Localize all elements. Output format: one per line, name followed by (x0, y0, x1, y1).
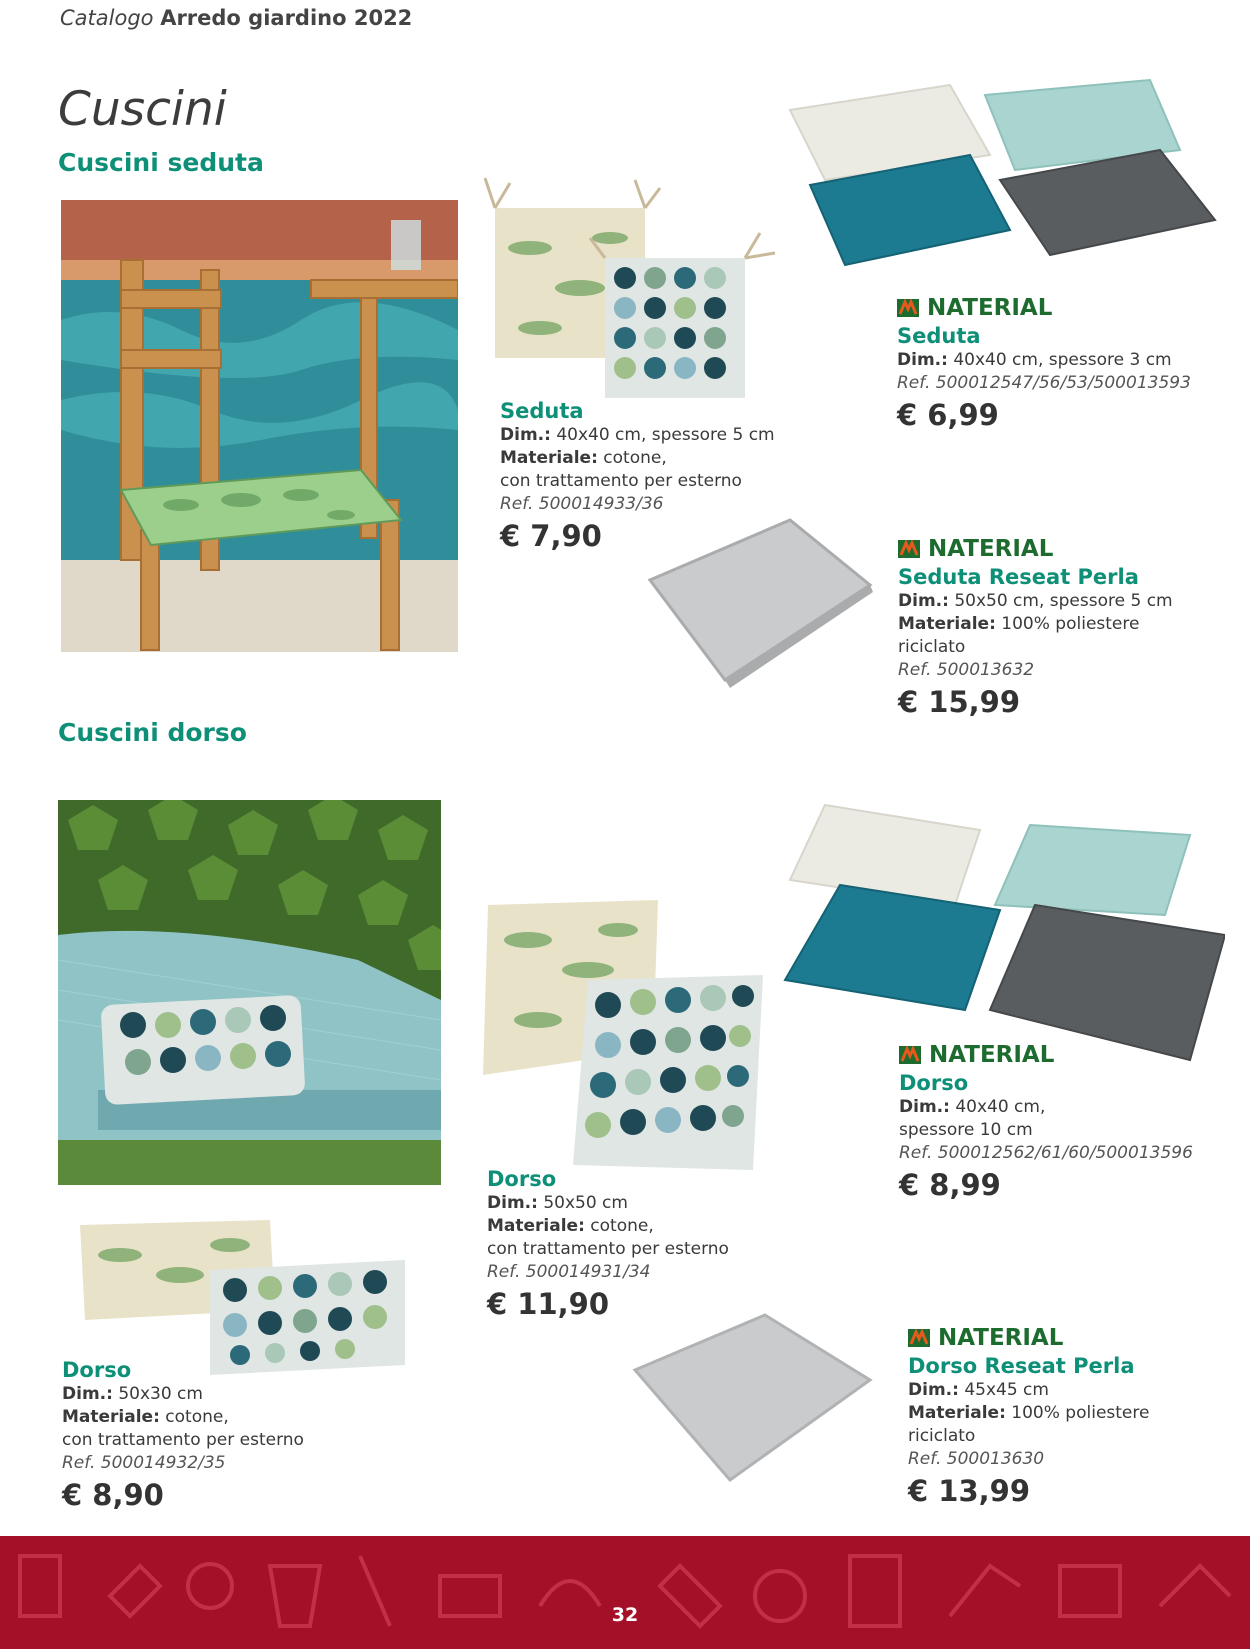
catalog-word: Catalogo (60, 6, 154, 30)
naterial-logo-icon (908, 1329, 930, 1347)
product-name: Dorso Reseat Perla (908, 1354, 1135, 1378)
product-naterial-dorso-reseat (908, 1323, 1228, 1511)
brand-naterial: NATERIAL (899, 1040, 1229, 1070)
product-name: Dorso (62, 1358, 132, 1382)
product-ref: Ref. 500014932/35 (62, 1453, 226, 1473)
catalog-name: Arredo giardino 2022 (160, 6, 413, 30)
product-material: Materiale: 100% poliestere (908, 1403, 1150, 1423)
section-title-seduta: Cuscini seduta (58, 148, 264, 177)
page-title: Cuscini (58, 82, 227, 137)
product-price: € 11,90 (487, 1287, 610, 1321)
back-cushions-50x30-photo (70, 1215, 410, 1380)
back-cushions-colors-photo (780, 795, 1225, 1065)
product-name: Dorso (899, 1071, 969, 1095)
product-price: € 8,90 (62, 1478, 164, 1512)
product-price: € 15,99 (898, 685, 1021, 719)
brand-naterial: NATERIAL (908, 1323, 1228, 1353)
product-dim: Dim.: 40x40 cm, spessore 3 cm (897, 350, 1172, 370)
product-ref: Ref. 500012562/61/60/500013596 (899, 1143, 1193, 1163)
brand-naterial: NATERIAL (897, 293, 1227, 323)
product-material-2: riciclato (898, 637, 966, 657)
product-dim: Dim.: 50x50 cm (487, 1193, 628, 1213)
page-number: 32 (611, 1604, 639, 1626)
naterial-logo-icon (898, 540, 920, 558)
product-material-2: con trattamento per esterno (62, 1430, 304, 1450)
product-dim: Dim.: 50x50 cm, spessore 5 cm (898, 591, 1173, 611)
section-title-dorso: Cuscini dorso (58, 718, 247, 747)
back-cushions-50x50-photo (478, 890, 773, 1180)
product-seduta-cotone (500, 398, 790, 556)
product-name: Seduta Reseat Perla (898, 565, 1139, 589)
product-name: Seduta (897, 324, 981, 348)
product-ref: Ref. 500013630 (908, 1449, 1045, 1469)
product-material: Materiale: 100% poliestere (898, 614, 1140, 634)
product-material: Materiale: cotone, (62, 1407, 229, 1427)
product-ref: Ref. 500012547/56/53/500013593 (897, 373, 1191, 393)
product-material: Materiale: cotone, (487, 1216, 654, 1236)
footer-band (0, 1536, 1250, 1649)
product-dim: Dim.: 50x30 cm (62, 1384, 203, 1404)
product-material: Materiale: cotone, (500, 448, 667, 468)
product-material-2: con trattamento per esterno (500, 471, 742, 491)
seat-cushions-ties-photo (480, 168, 780, 408)
product-name: Dorso (487, 1167, 557, 1191)
product-material-2: con trattamento per esterno (487, 1239, 729, 1259)
product-dorso-50x50 (487, 1166, 777, 1324)
product-price: € 8,99 (899, 1168, 1001, 1202)
product-naterial-seduta (897, 293, 1227, 435)
product-price: € 13,99 (908, 1474, 1031, 1508)
naterial-logo-icon (899, 1046, 921, 1064)
product-dim: Dim.: 40x40 cm, spessore 5 cm (500, 425, 775, 445)
product-naterial-seduta-reseat (898, 534, 1228, 722)
naterial-logo-icon (897, 299, 919, 317)
product-dim: Dim.: 45x45 cm (908, 1380, 1049, 1400)
product-name: Seduta (500, 399, 584, 423)
product-dim-2: spessore 10 cm (899, 1120, 1033, 1140)
product-price: € 7,90 (500, 519, 602, 553)
bench-back-cushion-photo (58, 800, 441, 1185)
product-dim: Dim.: 40x40 cm, (899, 1097, 1046, 1117)
tools-pattern-icon (0, 1536, 1250, 1649)
back-reseat-perla-photo (630, 1310, 880, 1490)
brand-naterial: NATERIAL (898, 534, 1228, 564)
product-naterial-dorso (899, 1040, 1229, 1205)
product-ref: Ref. 500014933/36 (500, 494, 664, 514)
chair-pool-photo (61, 200, 458, 652)
product-ref: Ref. 500013632 (898, 660, 1035, 680)
product-material-2: riciclato (908, 1426, 976, 1446)
product-dorso-50x30 (62, 1357, 362, 1515)
product-ref: Ref. 500014931/34 (487, 1262, 651, 1282)
product-price: € 6,99 (897, 398, 999, 432)
catalog-header (60, 6, 412, 30)
seat-cushions-colors-photo (780, 55, 1225, 287)
